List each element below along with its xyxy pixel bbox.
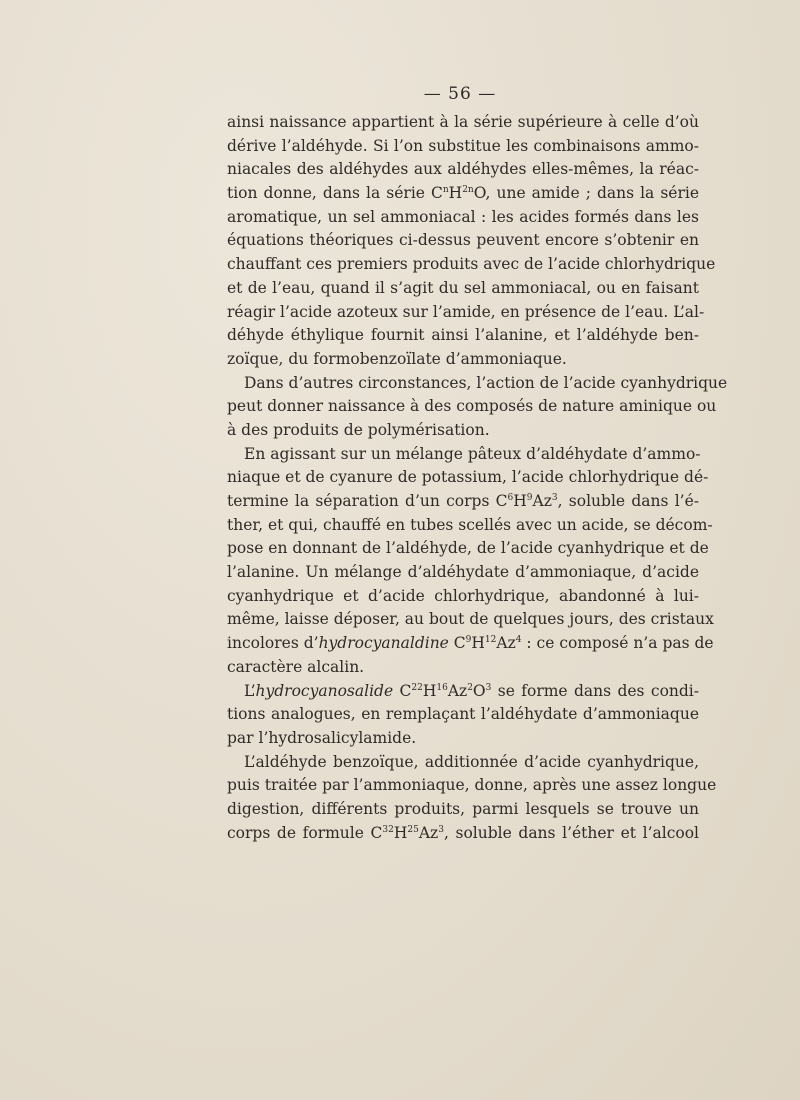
italic-term: hydrocyanosalide (255, 681, 394, 700)
text-run: puis traitée par l’ammoniaque, donne, après une assez longue (227, 776, 717, 795)
text-line (227, 206, 699, 230)
text-line (227, 703, 699, 727)
text-line (227, 348, 699, 372)
text-line (227, 277, 699, 301)
superscript: 2n (462, 185, 474, 196)
text-line (227, 798, 699, 822)
superscript: 3 (551, 493, 558, 503)
text-line (227, 774, 717, 798)
text-run: C (393, 681, 412, 700)
text-line (227, 229, 699, 253)
superscript: n (442, 185, 449, 196)
text-run: même, laisse déposer, au bout de quelques jours, des cristaux (227, 610, 714, 629)
text-run: Az (532, 492, 552, 510)
text-run: , soluble dans l’é- (557, 492, 699, 510)
text-run: H (422, 681, 437, 700)
text-run: caractère alcalin. (227, 657, 365, 676)
superscript: 9 (465, 635, 472, 646)
text-run: C (448, 634, 466, 653)
text-line (227, 608, 714, 632)
text-line (227, 656, 699, 680)
text-line (227, 324, 699, 348)
text-run: se forme dans des condi- (491, 681, 699, 700)
text-line (227, 158, 699, 182)
italic-term: hydrocyanaldine (318, 634, 449, 653)
text-line (227, 751, 699, 775)
text-line (227, 561, 699, 585)
superscript: 3 (485, 682, 492, 693)
text-run: Az (496, 634, 516, 653)
text-run: ther, et qui, chauffé en tubes scellés avec un acide, se décom- (227, 515, 713, 534)
text-line (227, 490, 699, 514)
text-run: H (471, 634, 485, 653)
text-line (227, 632, 714, 656)
superscript: 25 (407, 824, 419, 835)
text-line (227, 822, 699, 846)
text-line (227, 727, 699, 751)
text-run: H (513, 492, 527, 510)
text-run: digestion, différents produits, parmi lesquels se trouve un (227, 799, 699, 818)
text-run: aromatique, un sel ammoniacal : les acides formés dans les (227, 207, 699, 226)
text-run: pose en donnant de l’aldéhyde, de l’acide cyanhydrique et de (227, 539, 709, 558)
text-run: cyanhydrique et d’acide chlorhydrique, abandonné à lui- (227, 586, 699, 605)
text-line (227, 301, 705, 325)
text-run: L’ (244, 681, 256, 700)
text-run: zoïque, du formobenzoïlate d’ammoniaque. (227, 349, 567, 368)
superscript: 16 (436, 682, 448, 693)
body-text (227, 111, 728, 845)
text-run: Az (447, 681, 468, 700)
superscript: 12 (484, 635, 497, 646)
text-run: O, une amide ; dans la série (473, 184, 700, 203)
text-run: niacales des aldéhydes aux aldéhydes elles-mêmes, la réac- (227, 160, 699, 179)
text-line (227, 111, 699, 135)
text-run: Az (418, 823, 439, 842)
text-run: incolores d’ (227, 634, 319, 653)
text-run: et de l’eau, quand il s’agit du sel ammoniacal, ou en faisant (227, 278, 699, 297)
text-run: équations théoriques ci-dessus peuvent encore s’obtenir en (227, 231, 699, 250)
text-run: peut donner naissance à des composés de nature aminique ou (227, 397, 717, 416)
page-number: — 56 — (423, 84, 497, 104)
text-run: l’alanine. Un mélange d’aldéhydate d’ammoniaque, d’acide (227, 563, 699, 582)
text-run: L’aldéhyde benzoïque, additionnée d’acide cyanhydrique, (244, 752, 699, 771)
text-run: O (472, 681, 486, 700)
text-run: Dans d’autres circonstances, l’action de l’acide cyanhydrique (244, 373, 728, 392)
text-line (227, 372, 728, 396)
text-line (227, 395, 717, 419)
text-line (227, 466, 709, 490)
superscript: 2 (467, 682, 473, 693)
text-line (227, 182, 699, 206)
text-line (227, 514, 713, 538)
superscript: 9 (526, 493, 533, 503)
text-run: ainsi naissance appartient à la série supérieure à celle d’où (227, 113, 699, 131)
text-run: corps de formule C (227, 823, 383, 842)
superscript: 32 (382, 824, 394, 835)
text-run: chauffant ces premiers produits avec de l’acide chlorhydrique (227, 255, 716, 274)
text-run: niaque et de cyanure de potassium, l’acide chlorhydrique dé- (227, 468, 709, 487)
superscript: 3 (438, 824, 444, 835)
text-run: H (448, 184, 463, 203)
text-run: termine la séparation d’un corps C (227, 492, 508, 510)
superscript: 22 (411, 682, 423, 693)
text-line (227, 419, 699, 443)
text-run: tions analogues, en remplaçant l’aldéhydate d’ammoniaque (227, 705, 699, 724)
text-run: En agissant sur un mélange pâteux d’aldéhydate d’ammo- (244, 444, 701, 463)
text-line (227, 537, 709, 561)
text-line (227, 253, 716, 277)
text-run: déhyde éthylique fournit ainsi l’alanine, et l’aldéhyde ben- (227, 326, 699, 345)
text-run: par l’hydrosalicylamide. (227, 728, 417, 747)
text-run: tion donne, dans la série C (227, 184, 443, 203)
text-run: H (393, 823, 408, 842)
text-line (227, 443, 699, 467)
text-run: , soluble dans l’éther et l’alcool (443, 823, 699, 842)
text-run: à des produits de polymérisation. (227, 420, 490, 439)
text-run: réagir l’acide azoteux sur l’amide, en présence de l’eau. L’al- (227, 302, 705, 321)
text-line (227, 585, 699, 609)
superscript: 4 (515, 635, 522, 646)
superscript: 6 (507, 493, 514, 503)
text-run: : ce composé n’a pas de (521, 634, 714, 653)
text-line (227, 680, 699, 704)
text-run: dérive l’aldéhyde. Si l’on substitue les combinaisons ammo- (227, 136, 699, 155)
text-line (227, 135, 699, 159)
